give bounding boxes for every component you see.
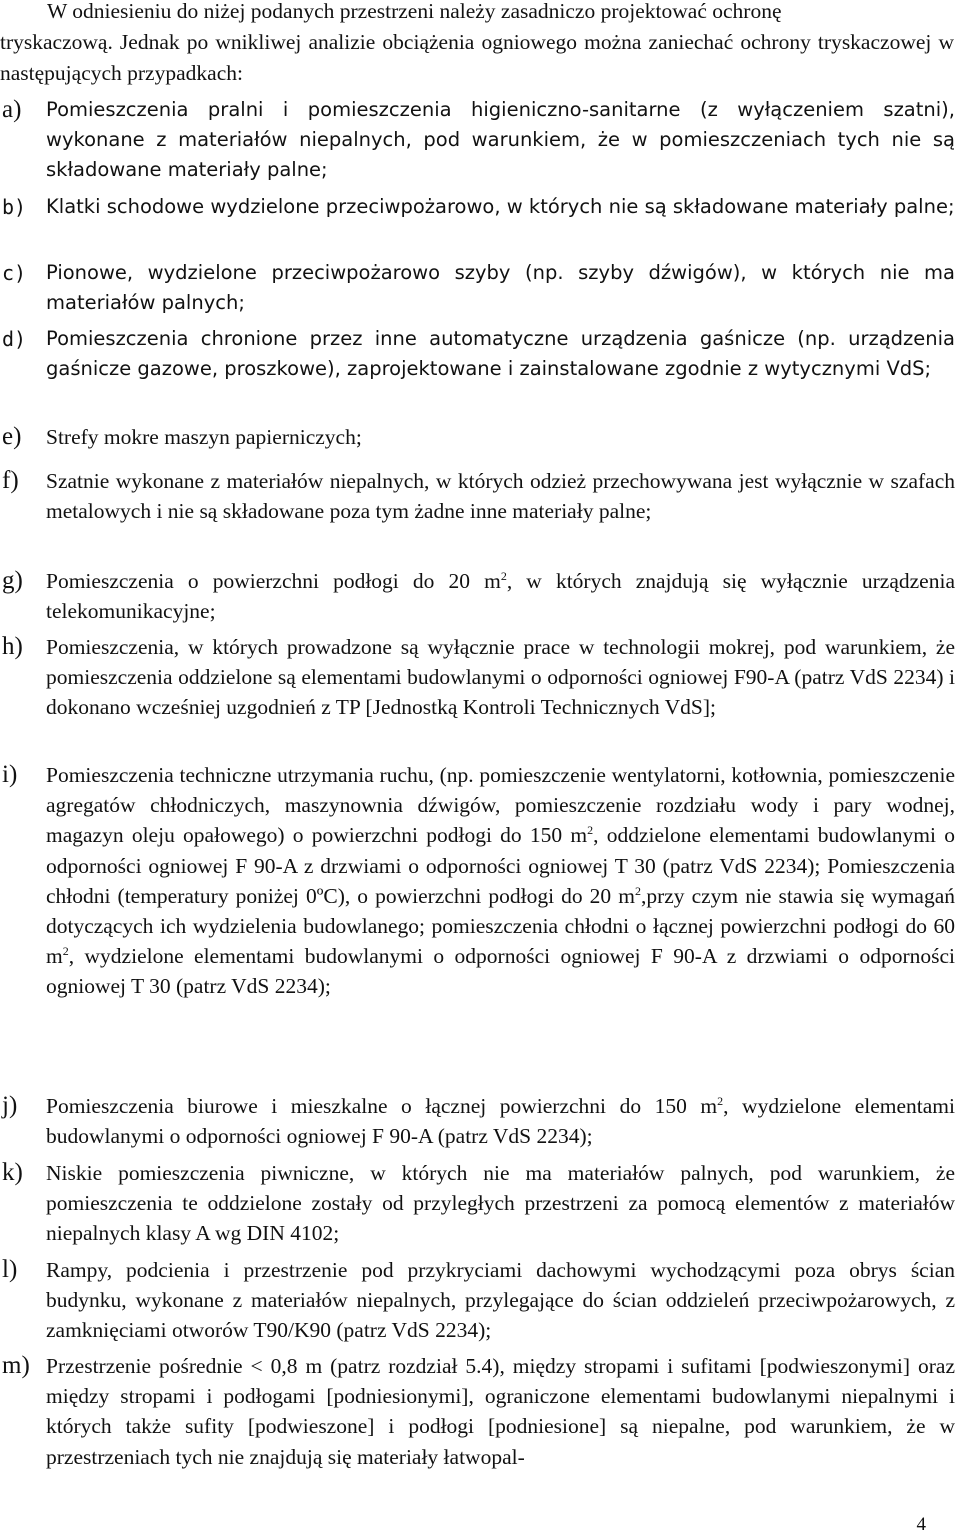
list-item-f (2, 466, 955, 526)
list-text: Pomieszczenia, w których prowadzone są wyłącznie prace w technologii mokrej, pod warunkiem, że pomieszczenia oddzielone są elementami budowlanymi o odporności ogniowej F90-A (patrz VdS 2234) i dokonano wcześniej uzgodnień z TP [Jednostką Kontroli Technicznych VdS]; (46, 635, 955, 720)
list-letter: i) (2, 761, 18, 788)
list-letter: k) (2, 1159, 23, 1186)
list-letter: l) (2, 1256, 18, 1283)
list-item-b (2, 192, 955, 222)
list-item-g (2, 566, 955, 626)
list-letter: d) (2, 327, 27, 351)
list-item-h (2, 632, 955, 723)
list-letter: a) (2, 96, 22, 123)
list-text: Szatnie wykonane z materiałów niepalnych, w których odzież przechowywana jest wyłącznie w szafach metalowych i nie są składowane poza tym żadne inne materiały palne; (46, 469, 955, 524)
list-item-c (2, 258, 955, 318)
list-item-e (2, 422, 955, 452)
list-text: Pionowe, wydzielone przeciwpożarowo szyby (np. szyby dźwigów), w których nie ma materiałów palnych; (46, 261, 955, 315)
intro-line-1: W odniesieniu do niżej podanych przestrzeni należy zasadniczo projektować ochronę (47, 0, 782, 23)
intro-paragraph (0, 0, 954, 85)
list-letter: m) (2, 1352, 30, 1379)
list-text: Pomieszczenia chronione przez inne automatyczne urządzenia gaśnicze (np. urządzenia gaśnicze gazowe, proszkowe), zaprojektowane i zainstalowane zgodnie z wytycznymi VdS; (46, 327, 955, 381)
list-letter: g) (2, 567, 23, 594)
list-item-m (2, 1351, 955, 1472)
list-text: Strefy mokre maszyn papierniczych; (46, 425, 362, 449)
list-letter: j) (2, 1092, 18, 1119)
list-letter: h) (2, 633, 23, 660)
list-letter: f) (2, 467, 19, 494)
list-letter: b) (2, 195, 27, 219)
list-text: Pomieszczenia techniczne utrzymania ruchu, (np. pomieszczenie wentylatorni, kotłownia, pomieszczenie agregatów chłodniczych, maszynownia dźwigów, pomieszczenie rozdziału wody i pary wodnej, magazyn oleju opałowego) o powierzchni podłogi do 150 $m^2$, oddzielone elementami budowlanymi o odporności ogniowej F 90-A z drzwiami o odporności ogniowej T 30 (patrz VdS 2234); Pomieszczenia chłodni (temperatury poniżej 0ºC), o powierzchni podłogi do 20 $m^2,przy$ czym nie stawia się wymagań dotyczących ich wydzielenia budowlanego; pomieszczenia chłodni o łącznej powierzchni podłogi do 60 $m^2$, wydzielone elementami budowlanymi o odporności ogniowej F 90-A z drzwiami o odporności ogniowej T 30 (patrz VdS 2234); (46, 763, 956, 999)
list-text: Pomieszczenia o powierzchni podłogi do 20 $m^2$, w których znajdują się wyłącznie urządzenia telekomunikacyjne; (46, 568, 955, 624)
list-item-l (2, 1255, 955, 1346)
list-text: Rampy, podcienia i przestrzenie pod przykryciami dachowymi wychodzącymi poza obrys ścian budynku, wykonane z materiałów niepalnych, przylegające do ścian oddzieleń przeciwpożarowych, z zamknięciami otworów T90/K90 (patrz VdS 2234); (46, 1258, 955, 1343)
list-item-i (2, 760, 956, 1002)
intro-line-2: tryskaczową. Jednak po wnikliwej analizie obciążenia ogniowego można zaniechać ochrony tryskaczowej w następujących przypadkach: (0, 30, 954, 85)
list-letter: c) (2, 261, 27, 285)
list-letter: e) (2, 423, 22, 450)
list-item-j (2, 1091, 955, 1151)
page-number: 4 (916, 1514, 926, 1535)
list-text: Niskie pomieszczenia piwniczne, w których nie ma materiałów palnych, pod warunkiem, że pomieszczenia te oddzielone zostały od przyległych przestrzeni za pomocą elementów z materiałów niepalnych klasy A wg DIN 4102; (46, 1161, 955, 1246)
list-text: Przestrzenie pośrednie < 0,8 m (patrz rozdział 5.4), między stropami i sufitami [podwieszonymi] oraz między stropami i podłogami [podniesionymi], ograniczone elementami budowlanymi niepalnymi i których także sufity [podwieszone] i podłogi [podniesione] są niepalne, pod warunkiem, że w przestrzeniach tych nie znajdują się materiały łatwopal- (46, 1354, 955, 1469)
list-item-d (2, 324, 955, 384)
list-text: Klatki schodowe wydzielone przeciwpożarowo, w których nie są składowane materiały palne; (46, 195, 955, 218)
list-text: Pomieszczenia pralni i pomieszczenia higieniczno-sanitarne (z wyłączeniem szatni), wykonane z materiałów niepalnych, pod warunkiem, że w pomieszczeniach tych nie są składowane materiały palne; (46, 98, 955, 182)
list-item-k (2, 1158, 955, 1249)
list-item-a (2, 95, 955, 186)
list-text: Pomieszczenia biurowe i mieszkalne o łącznej powierzchni do 150 $m^2$, wydzielone elementami budowlanymi o odporności ogniowej F 90-A (patrz VdS 2234); (46, 1093, 955, 1149)
